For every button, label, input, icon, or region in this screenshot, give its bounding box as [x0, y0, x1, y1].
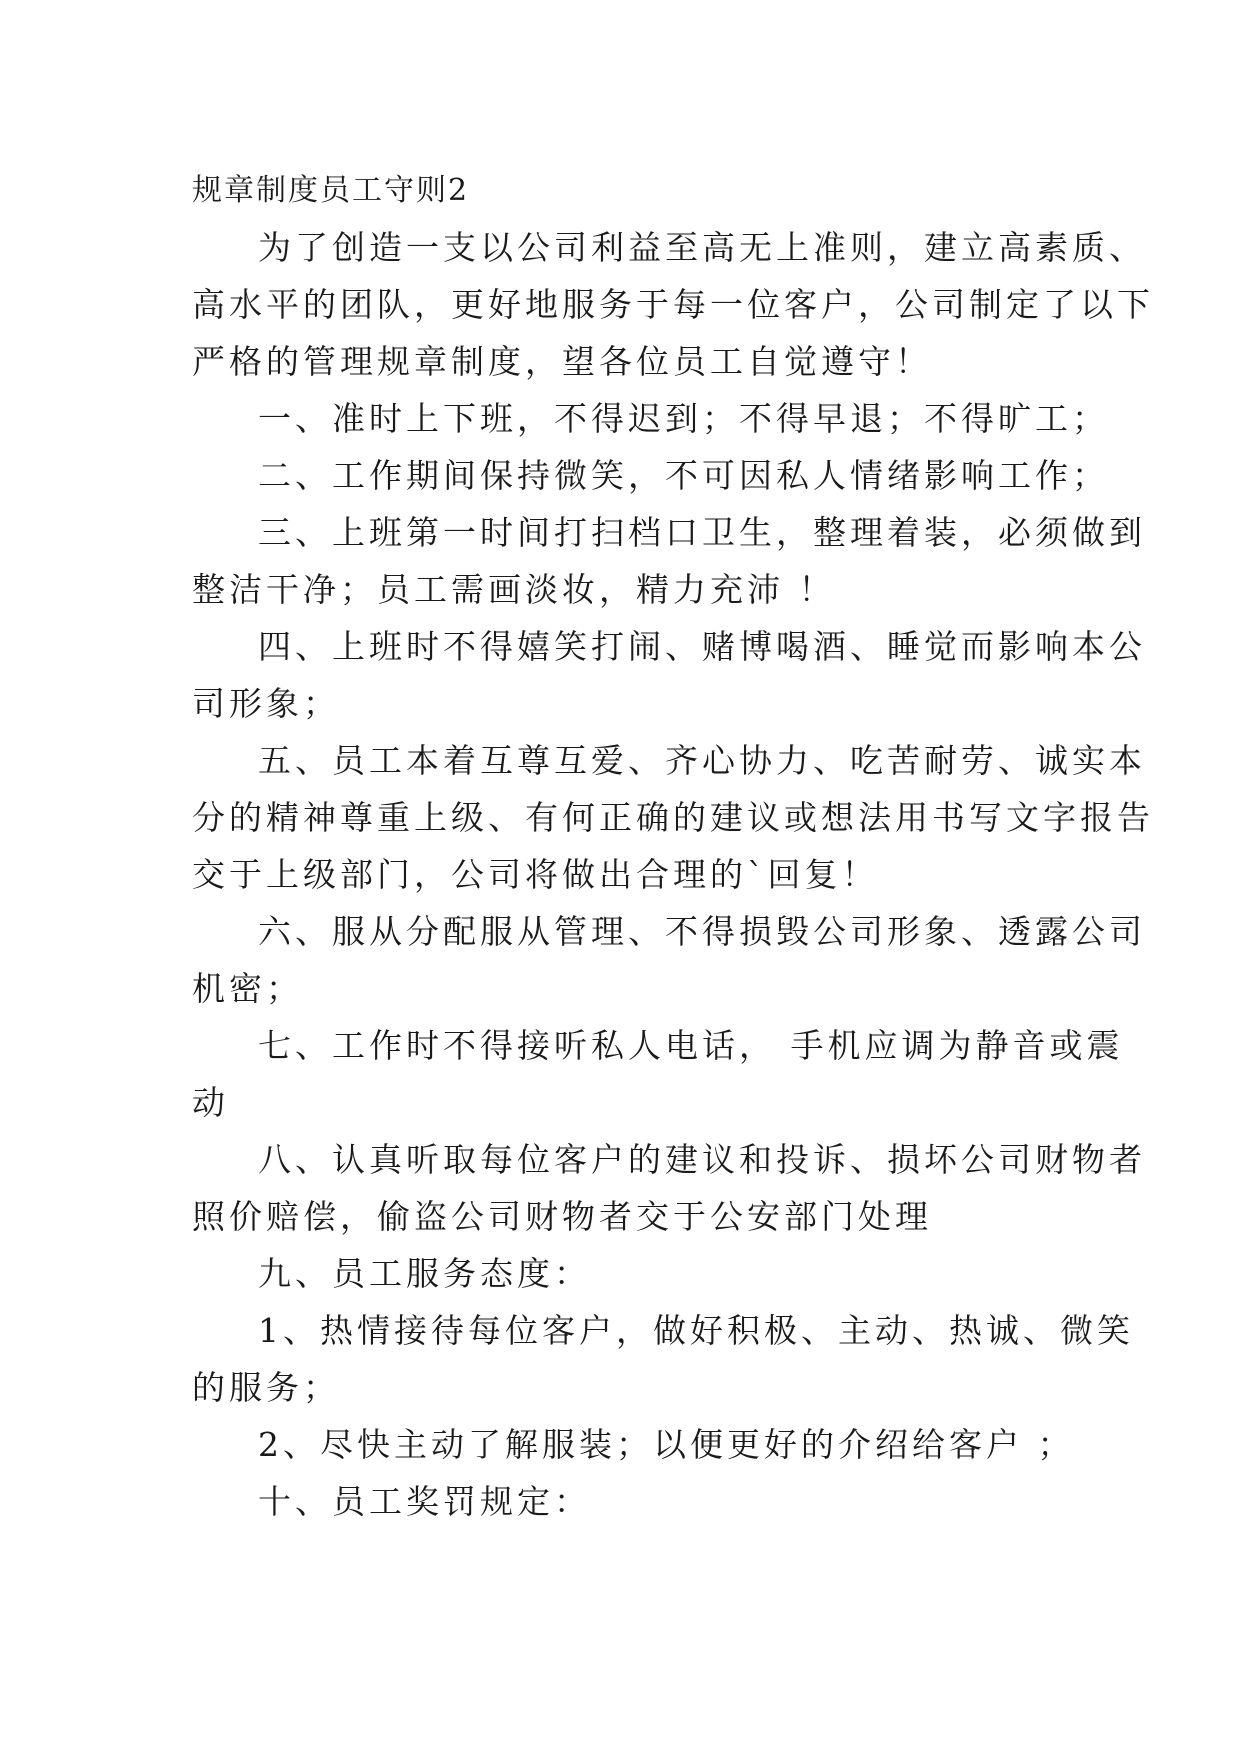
rule-item-8-cont: 照价赔偿，偷盗公司财物者交于公安部门处理 [192, 1197, 932, 1236]
rule-item-6: 六、服从分配服从管理、不得损毁公司形象、透露公司 [258, 912, 1146, 951]
rule-item-5-cont: 交于上级部门，公司将做出合理的`回复！ [192, 855, 879, 894]
document-title: 规章制度员工守则2 [192, 173, 470, 208]
rule-item-5: 五、员工本着互尊互爱、齐心协力、吃苦耐劳、诚实本 [258, 741, 1146, 780]
rule-item-8: 八、认真听取每位客户的建议和投诉、损坏公司财物者 [258, 1140, 1146, 1179]
service-item-1: 1、热情接待每位客户，做好积极、主动、热诚、微笑 [258, 1311, 1134, 1350]
rule-item-4: 四、上班时不得嬉笑打闹、赌博喝酒、睡觉而影响本公 [258, 627, 1146, 666]
rule-item-3: 三、上班第一时间打扫档口卫生，整理着装，必须做到 [258, 513, 1146, 552]
rule-item-10: 十、员工奖罚规定： [258, 1482, 591, 1521]
rule-item-9: 九、员工服务态度： [258, 1254, 591, 1293]
rule-item-1: 一、准时上下班，不得迟到；不得早退；不得旷工； [258, 399, 1109, 438]
paragraph-line: 为了创造一支以公司利益至高无上准则，建立高素质、 [258, 228, 1146, 267]
rule-item-3-cont: 整洁干净；员工需画淡妆，精力充沛 ！ [192, 570, 836, 609]
paragraph-line: 严格的管理规章制度，望各位员工自觉遵守！ [192, 342, 932, 381]
rule-item-6-cont: 机密； [192, 969, 303, 1008]
service-item-2: 2、尽快主动了解服装；以便更好的介绍给客户 ； [258, 1425, 1075, 1464]
document-body [192, 162, 1154, 1530]
service-item-1-cont: 的服务； [192, 1368, 340, 1407]
rule-item-7-cont: 动 [192, 1083, 229, 1122]
rule-item-2: 二、工作期间保持微笑，不可因私人情绪影响工作； [258, 456, 1109, 495]
paragraph-line: 高水平的团队，更好地服务于每一位客户，公司制定了以下 [192, 285, 1154, 324]
rule-item-5-cont: 分的精神尊重上级、有何正确的建议或想法用书写文字报告 [192, 798, 1154, 837]
rule-item-4-cont: 司形象； [192, 684, 340, 723]
rule-item-7: 七、工作时不得接听私人电话， 手机应调为静音或震 [258, 1026, 1124, 1065]
